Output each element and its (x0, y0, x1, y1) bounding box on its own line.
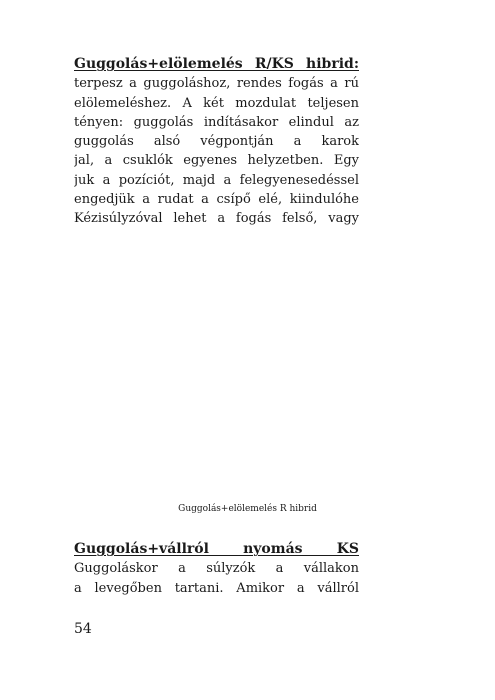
paragraph-line: Guggoláskor a súlyzók a vállakon (74, 561, 359, 577)
section-guggolas-vallrol-nyomas (74, 540, 359, 598)
paragraph-line: engedjük a rudat a csípő elé, kiindulóhe (74, 192, 359, 208)
paragraph-line: Kézisúlyzóval lehet a fogás felső, vagy (74, 211, 359, 227)
paragraph-line: a levegőben tartani. Amikor a vállról (74, 580, 359, 596)
section-guggolas-elolemeles (74, 55, 359, 229)
figure-caption: Guggolás+elölemelés R hibrid (178, 504, 317, 514)
section-heading: Guggolás+elölemelés R/KS hibrid: (74, 56, 359, 72)
figure-image-placeholder (74, 255, 414, 495)
paragraph-line: tényen: guggolás indításakor elindul az (74, 114, 359, 130)
paragraph-line: terpesz a guggoláshoz, rendes fogás a rú (74, 76, 359, 92)
paragraph-line: guggolás alsó végpontján a karok (74, 134, 359, 150)
page-number: 54 (74, 621, 92, 637)
section-heading: Guggolás+vállról nyomás KS (74, 541, 359, 557)
paragraph-line: jal, a csuklók egyenes helyzetben. Egy (74, 153, 359, 169)
section-first-line (74, 55, 359, 74)
section-first-line (74, 540, 359, 559)
paragraph-line: juk a pozíciót, majd a felegyenesedéssel (74, 172, 359, 188)
paragraph-line: elölemeléshez. A két mozdulat teljesen (74, 95, 359, 111)
